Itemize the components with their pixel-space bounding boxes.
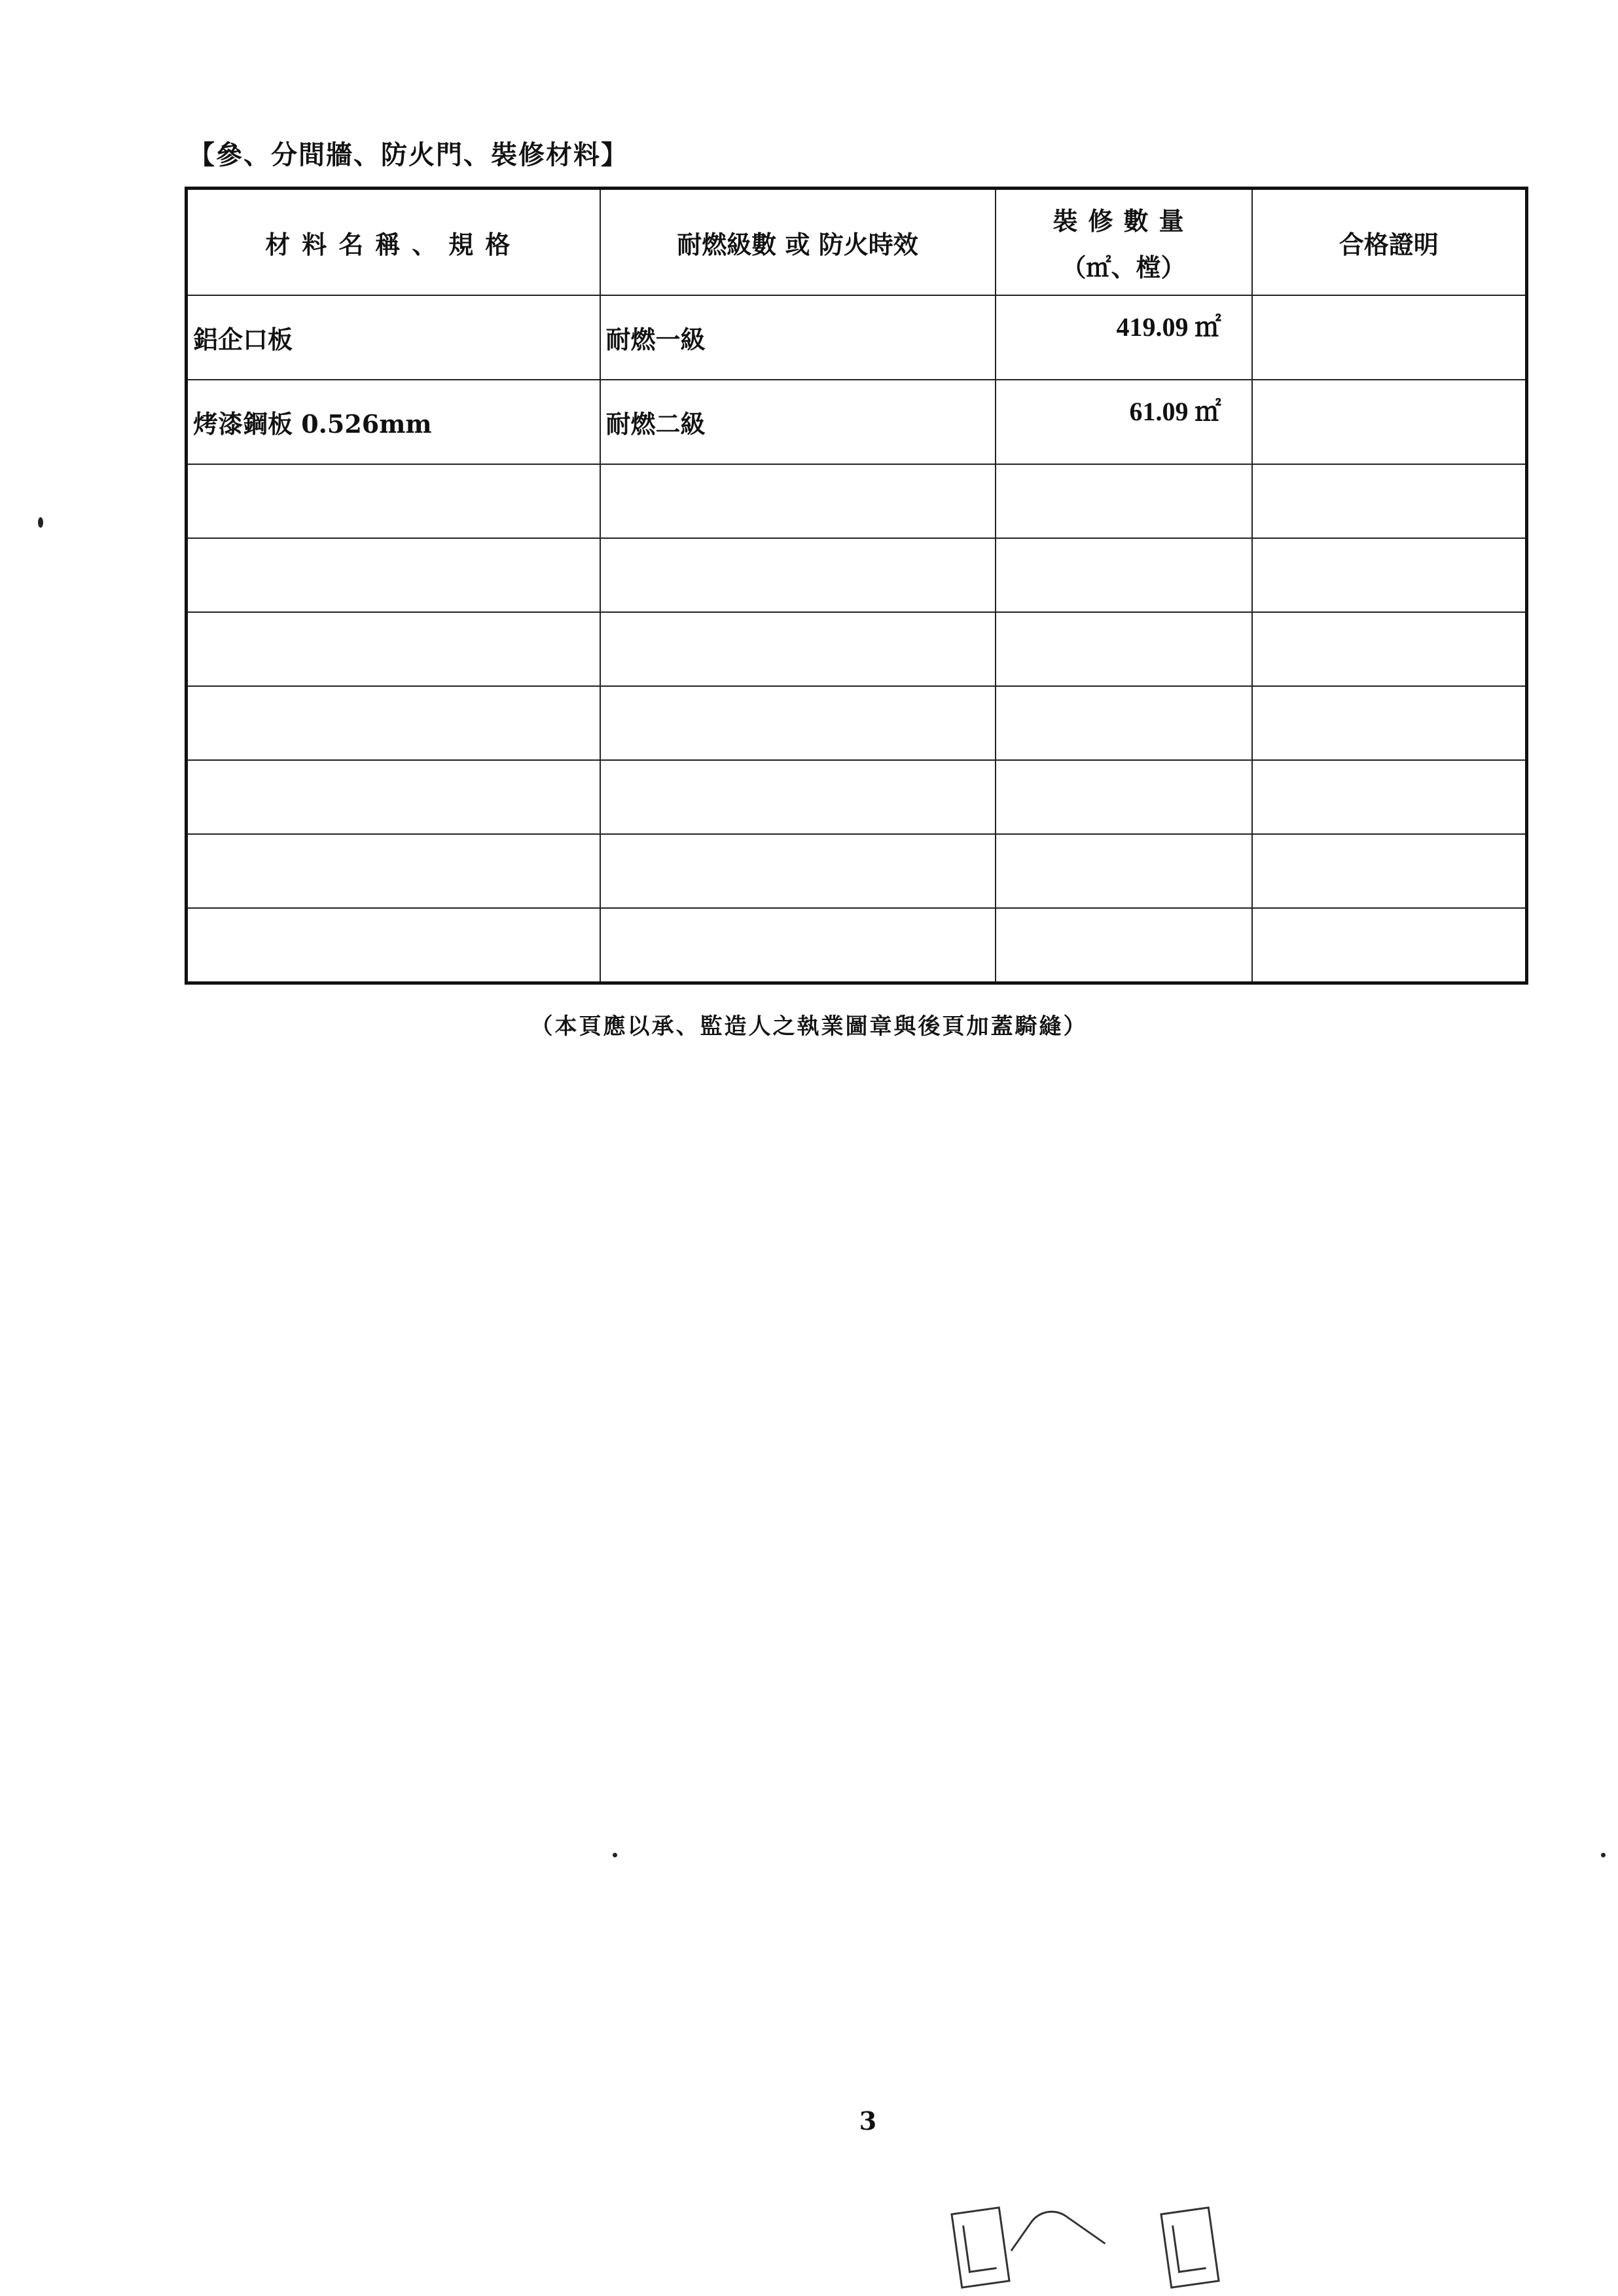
- cell-fire-rating: [600, 538, 996, 612]
- cell-fire-rating: [600, 612, 996, 686]
- table-row: [187, 686, 1527, 760]
- scan-speck: [38, 517, 43, 528]
- seal-stamp-mark: [1160, 2206, 1219, 2288]
- scan-speck: [613, 1853, 617, 1857]
- cell-certificate: [1252, 686, 1527, 760]
- cell-material: [187, 612, 600, 686]
- cell-material: 烤漆鋼板 0.526mm: [187, 380, 600, 464]
- cell-material: [187, 538, 600, 612]
- cell-fire-rating: [600, 908, 996, 983]
- cell-fire-rating: [600, 464, 996, 538]
- cell-material: [187, 908, 600, 983]
- header-quantity: [996, 189, 1252, 296]
- cell-certificate: [1252, 834, 1527, 908]
- table-row: [187, 760, 1527, 834]
- cell-certificate: [1252, 295, 1527, 380]
- cell-quantity: [996, 464, 1252, 538]
- cell-material: [187, 464, 600, 538]
- cell-certificate: [1252, 612, 1527, 686]
- cell-fire-rating: 耐燃二級: [600, 380, 996, 464]
- cell-certificate: [1252, 908, 1527, 983]
- page-title: 【參、分間牆、防火門、裝修材料】: [189, 139, 628, 170]
- header-fire-rating: 耐燃級數 或 防火時效: [600, 189, 996, 296]
- header-quantity-unit: （㎡、樘）: [1061, 253, 1186, 282]
- cell-fire-rating: [600, 834, 996, 908]
- table-row: [187, 295, 1527, 380]
- seal-instruction-note: （本頁應以承、監造人之執業圖章與後頁加蓋騎縫）: [530, 1013, 1088, 1040]
- page-number: 3: [859, 2106, 877, 2136]
- cell-quantity: [996, 834, 1252, 908]
- cell-material: 鋁企口板: [187, 295, 600, 380]
- header-quantity-label: 裝修數量: [1052, 206, 1195, 236]
- table-row: [187, 380, 1527, 464]
- signature-mark: [1011, 2200, 1106, 2293]
- table-row: [187, 464, 1527, 538]
- cell-certificate: [1252, 464, 1527, 538]
- cell-fire-rating: [600, 686, 996, 760]
- cell-quantity: [996, 686, 1252, 760]
- cell-certificate: [1252, 760, 1527, 834]
- cell-material: [187, 760, 600, 834]
- cell-material: [187, 686, 600, 760]
- table-row: [187, 538, 1527, 612]
- cell-fire-rating: [600, 760, 996, 834]
- cell-quantity: 61.09 ㎡: [996, 380, 1252, 464]
- table-row: [187, 612, 1527, 686]
- materials-table: [185, 187, 1528, 985]
- cell-fire-rating: 耐燃一級: [600, 295, 996, 380]
- cell-certificate: [1252, 538, 1527, 612]
- cell-quantity: [996, 538, 1252, 612]
- cell-certificate: [1252, 380, 1527, 464]
- table-row: [187, 834, 1527, 908]
- cell-quantity: [996, 908, 1252, 983]
- table-row: [187, 908, 1527, 983]
- seal-stamp-mark: [950, 2206, 1010, 2288]
- table-header-row: [187, 189, 1527, 296]
- cell-quantity: 419.09 ㎡: [996, 295, 1252, 380]
- cell-quantity: [996, 612, 1252, 686]
- scan-speck: [1601, 1853, 1606, 1857]
- cell-quantity: [996, 760, 1252, 834]
- cell-material: [187, 834, 600, 908]
- header-certificate: 合格證明: [1252, 189, 1527, 296]
- header-material: 材料名稱、規格: [187, 189, 600, 296]
